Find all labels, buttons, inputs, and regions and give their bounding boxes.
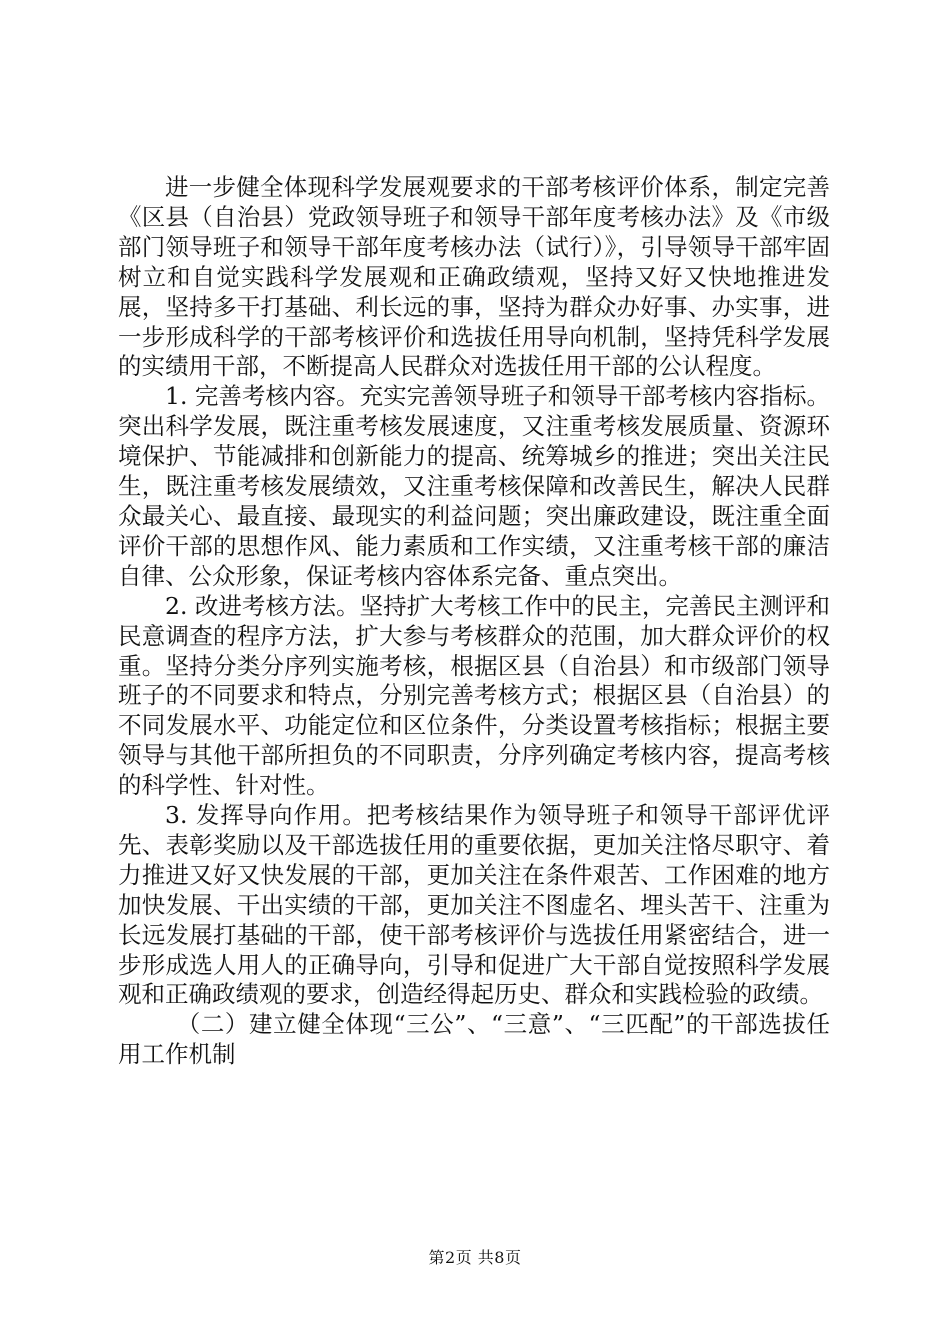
item-3-paragraph: 3. 发挥导向作用。把考核结果作为领导班子和领导干部评优评先、表彰奖励以及干部选拔任用的重要依据，更加关注恪尽职守、着力推进又好又快发展的干部，更加关注在条件艰苦、工作困难的地方加快发展、干出实绩的干部，更加关注不图虚名、埋头苦干、注重为长远发展打基础的干部，使干部考核评价与选拔任用紧密结合，进一步形成选人用人的正确导向，引导和促进广大干部自觉按照科学发展观和正确政绩观的要求，创造经得起历史、群众和实践检验的政绩。 — [118, 801, 830, 1009]
page-number-footer: 第2页 共8页 — [428, 1248, 522, 1267]
item-1-paragraph: 1. 完善考核内容。充实完善领导班子和领导干部考核内容指标。突出科学发展，既注重考核发展速度，又注重考核发展质量、资源环境保护、节能减排和创新能力的提高、统筹城乡的推进；突出关注民生，既注重考核发展绩效，又注重考核保障和改善民生，解决人民群众最关心、最直接、最现实的利益问题；突出廉政建设，既注重全面评价干部的思想作风、能力素质和工作实绩，又注重考核干部的廉洁自律、公众形象，保证考核内容体系完备、重点突出。 — [118, 382, 830, 590]
item-2-paragraph: 2. 改进考核方法。坚持扩大考核工作中的民主，完善民主测评和民意调查的程序方法，扩大参与考核群众的范围，加大群众评价的权重。坚持分类分序列实施考核，根据区县（自治县）和市级部门领导班子的不同要求和特点，分别完善考核方式；根据区县（自治县）的不同发展水平、功能定位和区位条件，分类设置考核指标；根据主要领导与其他干部所担负的不同职责，分序列确定考核内容，提高考核的科学性、针对性。 — [118, 591, 830, 800]
section-heading: （二）建立健全体现“三公”、“三意”、“三匹配”的干部选拔任用工作机制 — [118, 1010, 830, 1069]
intro-paragraph: 进一步健全体现科学发展观要求的干部考核评价体系，制定完善《区县（自治县）党政领导班子和领导干部年度考核办法》及《市级部门领导班子和领导干部年度考核办法（试行）》，引导领导干部牢固树立和自觉实践科学发展观和正确政绩观，坚持又好又快地推进发展，坚持多干打基础、利长远的事，坚持为群众办好事、办实事，进一步形成科学的干部考核评价和选拔任用导向机制，坚持凭科学发展的实绩用干部，不断提高人民群众对选拔任用干部的公认程度。 — [118, 173, 830, 381]
document-body — [118, 173, 830, 1070]
